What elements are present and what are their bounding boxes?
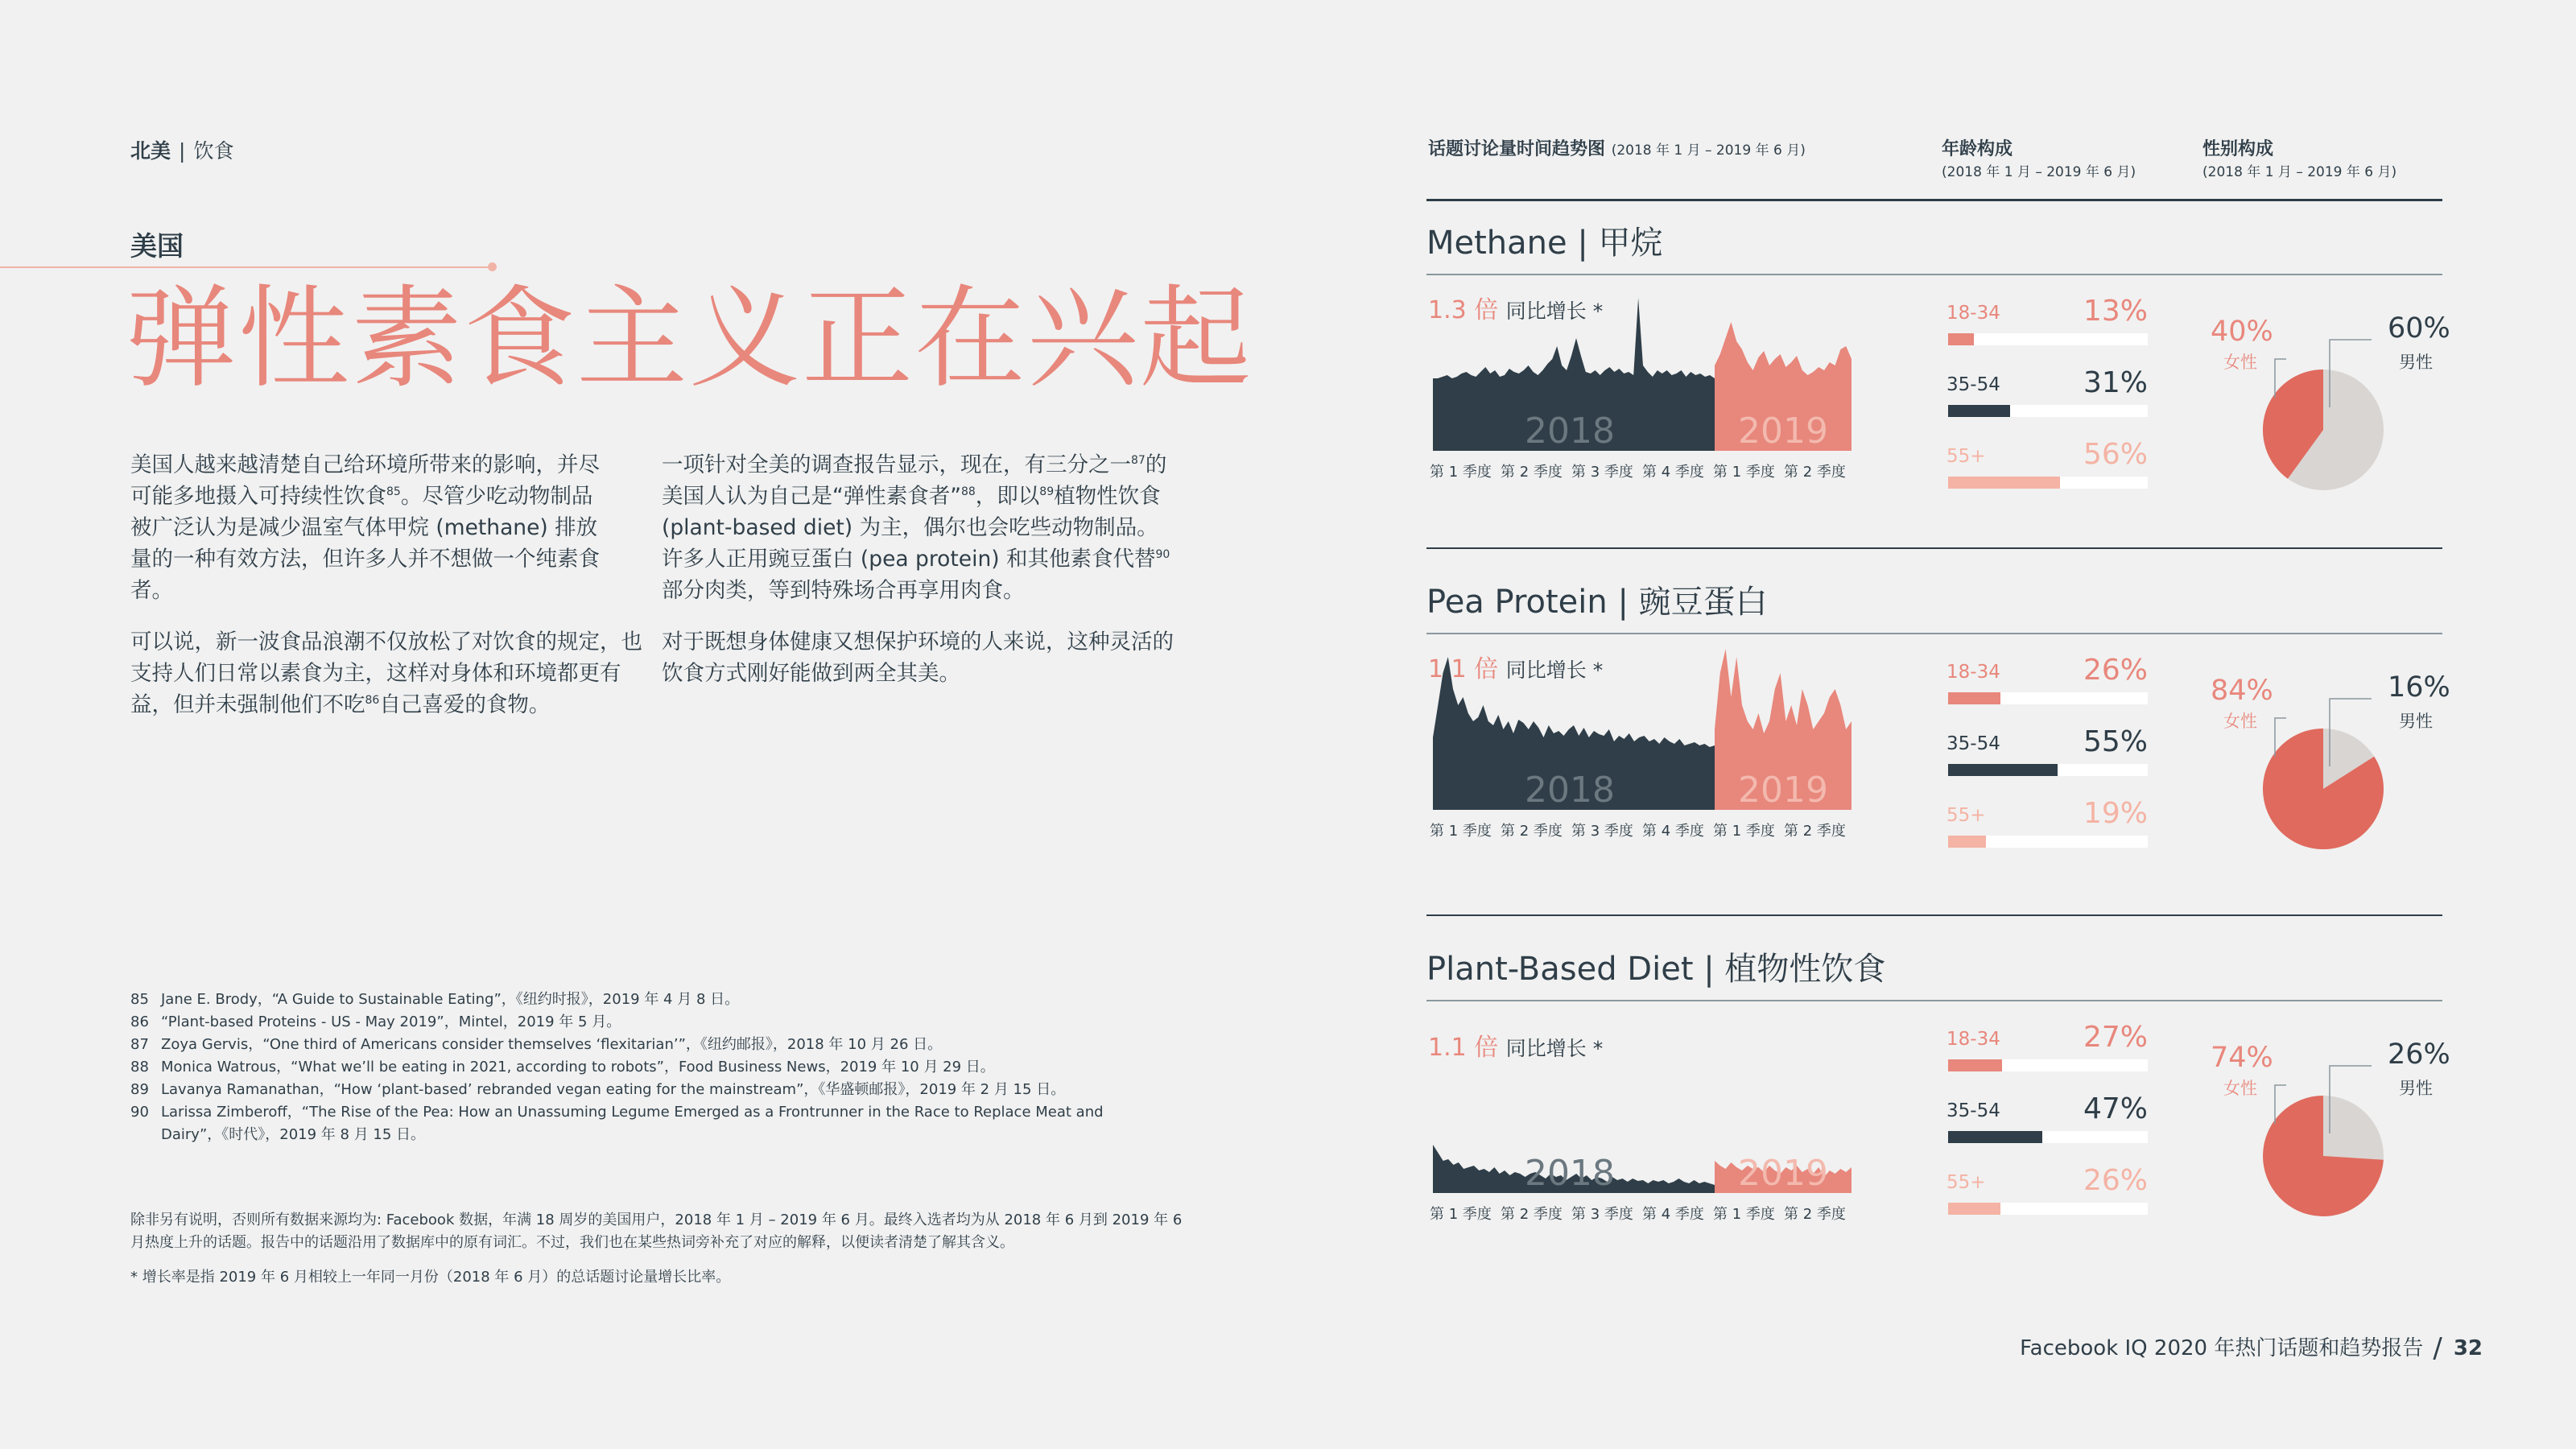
breadcrumb-separator: | bbox=[179, 139, 186, 163]
source-note: 除非另有说明，否则所有数据来源均为: Facebook 数据，年满 18 周岁的美国用户，2018 年 1 月 – 2019 年 6 月。最终入选者均为从 2018 年 6 月到 2019 年 6 月热度上升的话题。报告中的话题沿用了数据库中的原有词汇。不过，我们也在某些热词旁补充了对应的解释，以便读者清楚了解其含义。 bbox=[130, 1212, 1183, 1251]
paragraph-text: 部分肉类，等到特殊场合再享用肉食。 bbox=[662, 578, 1025, 603]
quarter-label: 第 2 季度 bbox=[1784, 464, 1846, 481]
age-header-range: (2018 年 1 月 – 2019 年 6 月) bbox=[1942, 164, 2136, 180]
footnote-text: Lavanya Ramanathan，“How ‘plant-based’ rebranded vegan eating for the mainstream”，《华盛顿邮报》，2019 年 2 月 15 日。 bbox=[161, 1081, 1066, 1098]
breadcrumb-category: 饮食 bbox=[193, 139, 234, 163]
footnote-number: 87 bbox=[130, 1036, 149, 1053]
age-bar-fill bbox=[1948, 1131, 2042, 1143]
age-bar-fill bbox=[1948, 1059, 2002, 1071]
age-header-title: 年龄构成 bbox=[1942, 139, 2013, 159]
footnote-text: Zoya Gervis，“One third of Americans consider themselves ‘flexitarian’”，《纽约邮报》，2018 年 10 月 26 日。 bbox=[161, 1036, 943, 1053]
footer-slash: / bbox=[2433, 1332, 2442, 1364]
gender-header-range: (2018 年 1 月 – 2019 年 6 月) bbox=[2202, 164, 2397, 180]
topic-title: Pea Protein | 豌豆蛋白 bbox=[1426, 584, 1768, 621]
footnote bbox=[130, 1079, 1177, 1101]
quarter-label: 第 2 季度 bbox=[1784, 1206, 1846, 1223]
paragraph-3 bbox=[662, 449, 1177, 606]
quarter-label: 第 1 季度 bbox=[1713, 1206, 1775, 1223]
footnote-text: Larissa Zimberoff，“The Rise of the Pea: How an Unassuming Legume Emerged as a Frontrunner in the Race to Replace Meat and Dairy”，《时代》，2019 年 8 月 15 日。 bbox=[161, 1104, 1104, 1143]
paragraph-text: ，即以 bbox=[975, 484, 1040, 509]
age-bar-fill bbox=[1948, 692, 2000, 704]
quarter-label: 第 2 季度 bbox=[1501, 1206, 1563, 1223]
age-group-percent: 47% bbox=[2083, 1092, 2148, 1125]
quarter-label: 第 1 季度 bbox=[1713, 823, 1775, 840]
year-label-2018: 2018 bbox=[1525, 1153, 1615, 1194]
age-group-label: 18-34 bbox=[1946, 303, 2000, 324]
male-label: 男性 bbox=[2399, 353, 2433, 372]
year-label-2018: 2018 bbox=[1525, 770, 1615, 811]
year-label-2019: 2019 bbox=[1738, 1153, 1828, 1194]
age-group-label: 18-34 bbox=[1946, 662, 2000, 683]
quarter-label: 第 3 季度 bbox=[1571, 1206, 1633, 1223]
footnote bbox=[130, 989, 1177, 1011]
age-bar-track bbox=[1948, 1059, 2148, 1071]
paragraph-text: 一项针对全美的调查报告显示，现在，有三分之一 bbox=[662, 452, 1131, 477]
age-bar-track bbox=[1948, 1203, 2148, 1215]
topic-trend-chart bbox=[1433, 1024, 1852, 1201]
age-group-label: 35-54 bbox=[1946, 733, 2000, 754]
age-bar-fill bbox=[1948, 836, 1986, 848]
footnote-ref: 85 bbox=[386, 485, 401, 499]
age-group-percent: 31% bbox=[2083, 366, 2148, 399]
footnote-text: Monica Watrous，“What we’ll be eating in 2021, according to robots”，Food Business News，2019 年 10 月 29 日。 bbox=[161, 1059, 995, 1075]
age-group-label: 55+ bbox=[1946, 805, 1986, 826]
age-group-label: 35-54 bbox=[1946, 374, 2000, 395]
trend-header-range: (2018 年 1 月 – 2019 年 6 月) bbox=[1611, 142, 1806, 159]
paragraph-1 bbox=[130, 449, 613, 606]
age-group-label: 35-54 bbox=[1946, 1100, 2000, 1121]
page-title: 弹性素食主义正在兴起 bbox=[126, 274, 1253, 403]
age-group-label: 18-34 bbox=[1946, 1029, 2000, 1050]
year-label-2019: 2019 bbox=[1738, 411, 1828, 452]
quarter-label: 第 4 季度 bbox=[1642, 464, 1704, 481]
page-number: 32 bbox=[2453, 1336, 2483, 1360]
topic-title-rule bbox=[1426, 274, 2442, 275]
age-column-header bbox=[1942, 135, 2136, 180]
age-group-percent: 55% bbox=[2083, 725, 2148, 758]
report-title: Facebook IQ 2020 年热门话题和趋势报告 bbox=[2020, 1336, 2424, 1360]
topic-title-rule bbox=[1426, 1000, 2442, 1001]
quarter-label: 第 4 季度 bbox=[1642, 823, 1704, 840]
male-label: 男性 bbox=[2399, 712, 2433, 731]
trend-column-header bbox=[1428, 135, 1806, 160]
quarter-label: 第 1 季度 bbox=[1430, 1206, 1492, 1223]
gender-column-header bbox=[2202, 135, 2396, 180]
gender-header-title: 性别构成 bbox=[2202, 139, 2274, 159]
topic-separator bbox=[1426, 914, 2442, 916]
topic-title: Plant-Based Diet | 植物性饮食 bbox=[1426, 951, 1886, 988]
quarter-label: 第 2 季度 bbox=[1784, 823, 1846, 840]
quarter-label: 第 3 季度 bbox=[1571, 823, 1633, 840]
quarter-label: 第 1 季度 bbox=[1713, 464, 1775, 481]
age-bar-fill bbox=[1948, 764, 2058, 776]
year-label-2018: 2018 bbox=[1525, 411, 1615, 452]
footnote-number: 89 bbox=[130, 1081, 149, 1098]
growth-multiplier: 1.1 倍 bbox=[1428, 1034, 1499, 1062]
topic-trend-chart bbox=[1433, 282, 1852, 459]
quarter-label: 第 3 季度 bbox=[1571, 464, 1633, 481]
footnote-number: 85 bbox=[130, 991, 149, 1008]
topic-title: Methane | 甲烷 bbox=[1426, 225, 1663, 262]
age-bar-fill bbox=[1948, 1203, 2000, 1215]
age-bar-track bbox=[1948, 477, 2148, 489]
topic-title-rule bbox=[1426, 633, 2442, 634]
paragraph-text: 植物性饮食 (plant-based diet) 为主，偶尔也会吃些动物制品。许多人正用豌豆蛋白 (pea protein) 和其他素食代替 bbox=[662, 484, 1161, 572]
quarter-label: 第 1 季度 bbox=[1430, 823, 1492, 840]
country-heading: 美国 bbox=[130, 230, 184, 262]
age-bar-fill bbox=[1948, 405, 2010, 417]
quarter-label: 第 2 季度 bbox=[1501, 464, 1563, 481]
quarter-axis bbox=[1430, 819, 1855, 840]
growth-multiplier: 1.3 倍 bbox=[1428, 296, 1499, 324]
age-bar-track bbox=[1948, 764, 2148, 776]
paragraph-2 bbox=[130, 626, 646, 720]
footnote-number: 88 bbox=[130, 1059, 149, 1075]
female-percent: 40% bbox=[2211, 316, 2273, 348]
trend-header-title: 话题讨论量时间趋势图 bbox=[1428, 139, 1606, 159]
paragraph-text: 的美国人认为自己是“弹性素食者” bbox=[662, 452, 1167, 509]
age-bar-fill bbox=[1948, 333, 1974, 345]
footnote-text: “Plant-based Proteins - US - May 2019”，Mintel，2019 年 5 月。 bbox=[161, 1013, 621, 1030]
paragraph-text: 可以说，新一波食品浪潮不仅放松了对饮食的规定，也支持人们日常以素食为主，这样对身体和环境都更有益，但并未强制他们不吃 bbox=[130, 630, 642, 717]
footnote-ref: 90 bbox=[1155, 548, 1170, 562]
male-label: 男性 bbox=[2399, 1079, 2433, 1098]
age-group-percent: 13% bbox=[2083, 295, 2148, 328]
quarter-axis bbox=[1430, 1203, 1855, 1224]
age-bar-track bbox=[1948, 836, 2148, 848]
topic-separator bbox=[1426, 547, 2442, 549]
female-label: 女性 bbox=[2223, 1079, 2257, 1098]
footnote bbox=[130, 1011, 1177, 1034]
footnote-number: 86 bbox=[130, 1013, 149, 1030]
growth-suffix: 同比增长 * bbox=[1505, 1037, 1604, 1060]
header-rule bbox=[1426, 199, 2442, 201]
footnote-text: Jane E. Brody，“A Guide to Sustainable Eating”，《纽约时报》，2019 年 4 月 8 日。 bbox=[161, 991, 740, 1008]
heading-divider-dot bbox=[488, 262, 497, 271]
growth-suffix: 同比增长 * bbox=[1505, 299, 1604, 323]
paragraph-4 bbox=[662, 626, 1177, 689]
female-percent: 84% bbox=[2211, 675, 2273, 707]
female-label: 女性 bbox=[2223, 353, 2257, 372]
quarter-label: 第 1 季度 bbox=[1430, 464, 1492, 481]
quarter-axis bbox=[1430, 460, 1855, 481]
footnote bbox=[130, 1056, 1177, 1079]
growth-suffix: 同比增长 * bbox=[1505, 658, 1604, 682]
quarter-label: 第 2 季度 bbox=[1501, 823, 1563, 840]
paragraph-text: 对于既想身体健康又想保护环境的人来说，这种灵活的饮食方式刚好能做到两全其美。 bbox=[662, 630, 1174, 686]
age-bar-track bbox=[1948, 405, 2148, 417]
footnote-ref: 88 bbox=[960, 485, 976, 499]
year-label-2019: 2019 bbox=[1738, 770, 1828, 811]
age-group-label: 55+ bbox=[1946, 1172, 1986, 1193]
breadcrumb bbox=[130, 135, 233, 164]
male-percent: 16% bbox=[2388, 671, 2450, 704]
footnote-ref: 89 bbox=[1039, 485, 1055, 499]
age-group-percent: 19% bbox=[2083, 797, 2148, 830]
topic-trend-chart bbox=[1433, 641, 1852, 818]
footnote-ref: 87 bbox=[1131, 454, 1146, 468]
paragraph-text: 美国人越来越清楚自己给环境所带来的影响，并尽可能多地摄入可持续性饮食 bbox=[130, 452, 600, 509]
male-percent: 26% bbox=[2388, 1038, 2450, 1071]
breadcrumb-region: 北美 bbox=[130, 139, 171, 163]
age-group-label: 55+ bbox=[1946, 446, 1986, 467]
footnote bbox=[130, 1101, 1177, 1146]
age-group-percent: 27% bbox=[2083, 1021, 2148, 1054]
paragraph-text: 自己喜爱的食物。 bbox=[379, 692, 551, 717]
growth-multiplier: 1.1 倍 bbox=[1428, 655, 1499, 683]
age-bar-track bbox=[1948, 692, 2148, 704]
quarter-label: 第 4 季度 bbox=[1642, 1206, 1704, 1223]
male-percent: 60% bbox=[2388, 312, 2450, 345]
age-group-percent: 26% bbox=[2083, 654, 2148, 687]
female-label: 女性 bbox=[2223, 712, 2257, 731]
footnotes bbox=[130, 989, 1177, 1146]
female-percent: 74% bbox=[2211, 1042, 2273, 1074]
age-bar-fill bbox=[1948, 477, 2060, 489]
paragraph-text: 。尽管少吃动物制品被广泛认为是减少温室气体甲烷 (methane) 排放量的一种有效方法，但许多人并不想做一个纯素食者。 bbox=[130, 484, 600, 603]
age-group-percent: 56% bbox=[2083, 438, 2148, 471]
age-bar-track bbox=[1948, 333, 2148, 345]
footnote bbox=[130, 1034, 1177, 1056]
footnote-ref: 86 bbox=[365, 694, 380, 708]
heading-divider bbox=[0, 266, 493, 268]
growth-definition-note: * 增长率是指 2019 年 6 月相较上一年同一月份（2018 年 6 月）的总话题讨论量增长比率。 bbox=[130, 1269, 731, 1286]
footnote-number: 90 bbox=[130, 1104, 149, 1121]
page-footer bbox=[2020, 1331, 2483, 1364]
age-bar-track bbox=[1948, 1131, 2148, 1143]
age-group-percent: 26% bbox=[2083, 1164, 2148, 1197]
